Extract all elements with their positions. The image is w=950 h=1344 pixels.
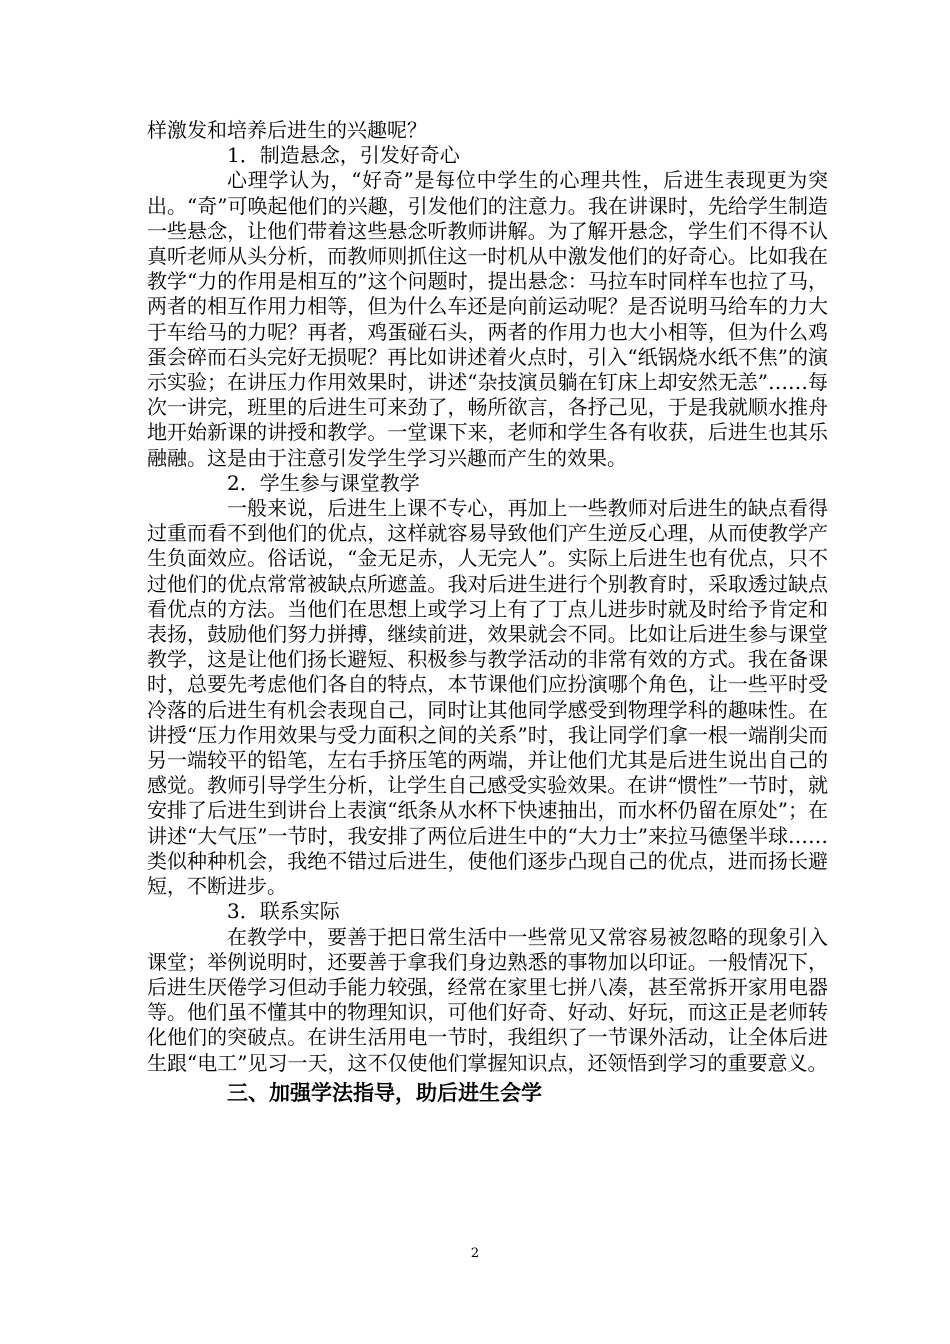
page-number: 2	[470, 1246, 480, 1261]
continuation-paragraph: 样激发和培养后进生的兴趣呢？	[147, 118, 427, 142]
body-paragraph-2: 一般来说，后进生上课不专心，再加上一些教师对后进生的缺点看得过重而看不到他们的优点，这样就容易导致他们产生逆反心理，从而使教学产生负面效应。俗话说，“金无足赤，人无完人”。实际上后进生也有优点，只不过他们的优点常常被缺点所遮盖。我对后进生进行个别教育时，采取透过缺点看优点的方法。当他们在思想上或学习上有了丁点儿进步时就及时给予肯定和表扬，鼓励他们努力拼搏，继续前进，效果就会不同。比如让后进生参与课堂教学，这是让他们扬长避短、积极参与教学活动的非常有效的方式。我在备课时，总要先考虑他们各自的特点，本节课他们应扮演哪个角色，让一些平时受冷落的后进生有机会表现自己，同时让其他同学感受到物理学科的趣味性。在讲授“压力作用效果与受力面积之间的关系”时，我让同学们拿一根一端削尖而另一端较平的铅笔，左右手挤压笔的两端，并让他们尤其是后进生说出自己的感觉。教师引导学生分析，让学生自己感受实验效果。在讲“惯性”一节时，就安排了后进生到讲台上表演“纸条从水杯下快速抽出，而水杯仍留在原处”；在讲述“大气压”一节时，我安排了两位后进生中的“大力士”来拉马德堡半球……类似种种机会，我绝不错过后进生，使他们逐步凸现自己的优点，进而扬长避短，不断进步。	[147, 496, 828, 899]
body-paragraph-3: 在教学中，要善于把日常生活中一些常见又常容易被忽略的现象引入课堂；举例说明时，还要善于拿我们身边熟悉的事物加以印证。一般情况下，后进生厌倦学习但动手能力较强，经常在家里七拼八凑，甚至常拆开家用电器等。他们虽不懂其中的物理知识，可他们好奇、好动、好玩，而这正是老师转化他们的突破点。在讲生活用电一节时，我组织了一节课外活动，让全体后进生跟“电工”见习一天，这不仅使他们掌握知识点，还领悟到学习的重要意义。	[147, 924, 828, 1075]
subheading-2: 2．学生参与课堂教学	[227, 470, 420, 495]
document-body	[147, 118, 828, 1108]
section-heading: 三、加强学法指导，助后进生会学	[227, 1079, 542, 1105]
body-paragraph-1: 心理学认为，“好奇”是每位中学生的心理共性，后进生表现更为突出。“奇”可唤起他们的兴趣，引发他们的注意力。我在讲课时，先给学生制造一些悬念，让他们带着这些悬念听教师讲解。为了解开悬念，学生们不得不认真听老师从头分析，而教师则抓住这一时机从中激发他们的好奇心。比如我在教学“力的作用是相互的”这个问题时，提出悬念：马拉车时同样车也拉了马，两者的相互作用力相等，但为什么车还是向前运动呢？是否说明马给车的力大于车给马的力呢？再者，鸡蛋碰石头，两者的作用力也大小相等，但为什么鸡蛋会碎而石头完好无损呢？再比如讲述着火点时，引入“纸锅烧水纸不焦”的演示实验；在讲压力作用效果时，讲述“杂技演员躺在钉床上却安然无恙”……每次一讲完，班里的后进生可来劲了，畅所欲言，各抒己见，于是我就顺水推舟地开始新课的讲授和教学。一堂课下来，老师和学生各有收获，后进生也其乐融融。这是由于注意引发学生学习兴趣而产生的效果。	[147, 168, 828, 470]
subheading-3: 3．联系实际	[227, 899, 340, 924]
subheading-1: 1．制造悬念，引发好奇心	[227, 143, 460, 168]
